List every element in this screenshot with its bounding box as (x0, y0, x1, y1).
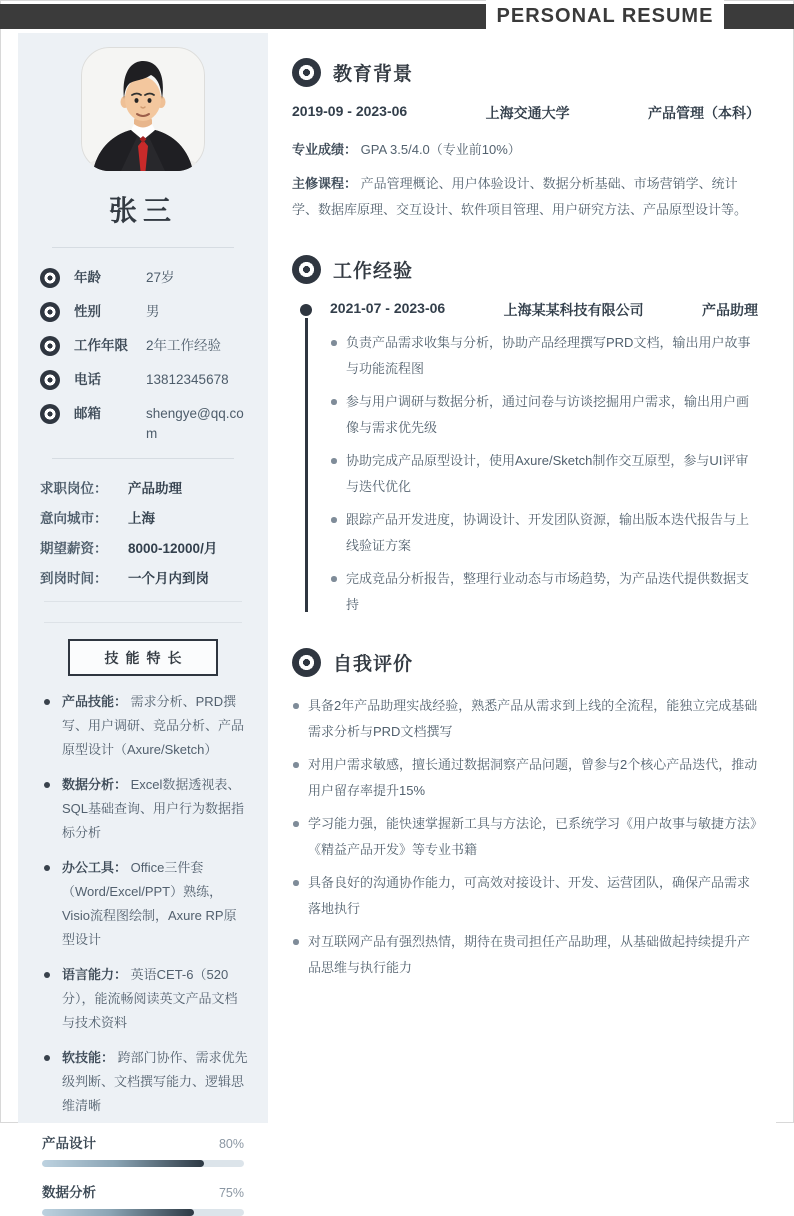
banner-title: PERSONAL RESUME (496, 5, 714, 27)
evaluation-bullet (292, 693, 762, 745)
info-value: 2年工作经验 (146, 338, 222, 353)
bullet-icon (44, 699, 50, 705)
record-icon (40, 404, 60, 424)
info-value: 男 (146, 304, 160, 319)
bullet-icon (293, 939, 299, 945)
timeline-line (305, 318, 308, 612)
record-icon (292, 648, 321, 677)
bullet-icon (293, 821, 299, 827)
skill-lead: 数据分析： (62, 777, 128, 792)
education-meta-row (292, 103, 760, 123)
evaluation-bullet-list (292, 693, 762, 981)
courses-label: 主修课程： (292, 176, 358, 191)
work-bullet-list (330, 330, 762, 618)
intent-label: 到岗时间： (40, 571, 108, 586)
intent-value: 一个月内到岗 (128, 571, 209, 586)
info-row-gender (40, 302, 246, 322)
skill-lead: 软技能： (62, 1050, 115, 1065)
sidebar (18, 33, 268, 1200)
intent-row-position (40, 477, 246, 497)
work-bullet (330, 330, 762, 382)
info-value: 27岁 (146, 270, 175, 285)
skill-text: Excel数据透视表、SQL基础查询、用户行为数据指标分析 (62, 777, 245, 840)
evaluation-bullet (292, 929, 762, 981)
record-icon (40, 302, 60, 322)
progress-track (42, 1160, 244, 1167)
education-school: 上海交通大学 (485, 105, 570, 121)
photo-wrap (38, 47, 248, 171)
work-meta-row (330, 300, 762, 320)
work-bullet (330, 389, 762, 441)
info-label: 性别 (74, 304, 101, 319)
work-header (292, 255, 762, 284)
evaluation-section (292, 648, 762, 981)
avatar-illustration (81, 47, 205, 171)
evaluation-header (292, 648, 762, 677)
bullet-icon (331, 340, 337, 346)
skill-text: 英语CET-6（520分），能流畅阅读英文产品文档与技术资料 (62, 967, 238, 1030)
skills-section-title-box (68, 639, 218, 676)
skill-item-data (42, 773, 248, 845)
record-icon (40, 268, 60, 288)
skill-lead: 产品技能： (62, 694, 128, 709)
bar-label: 数据分析 (42, 1185, 96, 1200)
bullet-icon (331, 399, 337, 405)
record-icon (40, 370, 60, 390)
work-bullet (330, 566, 762, 618)
progress-fill (42, 1209, 194, 1216)
bar-percent: 75% (218, 1186, 244, 1200)
intent-label: 意向城市： (40, 511, 108, 526)
evaluation-bullet-text: 具备2年产品助理实战经验，熟悉产品从需求到上线的全流程，能独立完成基础需求分析与PRD文档撰写 (308, 698, 758, 739)
work-bullet (330, 448, 762, 500)
bullet-icon (293, 703, 299, 709)
info-row-experience-years (40, 336, 246, 356)
work-bullet-text: 负责产品需求收集与分析，协助产品经理撰写PRD文档，输出用户故事与功能流程图 (346, 335, 751, 376)
section-title: 自我评价 (333, 654, 414, 675)
work-bullet-text: 完成竞品分析报告，整理行业动态与市场趋势，为产品迭代提供数据支持 (346, 571, 750, 612)
info-row-age (40, 268, 246, 288)
phone-value: 13812345678 (146, 372, 229, 387)
progress-fill (42, 1160, 204, 1167)
bullet-icon (44, 865, 50, 871)
bullet-icon (331, 517, 337, 523)
evaluation-bullet (292, 811, 762, 863)
record-icon (40, 336, 60, 356)
divider (52, 247, 234, 248)
progress-track (42, 1209, 244, 1216)
bar-data-analysis (42, 1181, 244, 1216)
bullet-icon (331, 458, 337, 464)
bullet-icon (44, 1055, 50, 1061)
intent-value: 产品助理 (128, 481, 182, 496)
record-icon (292, 58, 321, 87)
gpa-value: GPA 3.5/4.0（专业前10%） (360, 142, 521, 157)
intent-label: 求职岗位： (40, 481, 108, 496)
bullet-icon (44, 972, 50, 978)
info-label: 年龄 (74, 270, 101, 285)
divider (44, 601, 242, 602)
education-header (292, 58, 762, 87)
skills-list (38, 690, 248, 1118)
skill-item-product (42, 690, 248, 762)
courses-paragraph (292, 171, 750, 223)
work-period: 2021-07 - 2023-06 (330, 300, 446, 316)
candidate-name: 张三 (108, 195, 177, 226)
bar-label: 产品设计 (42, 1136, 96, 1151)
skill-text: 需求分析、PRD撰写、用户调研、竞品分析、产品原型设计（Axure/Sketch） (62, 694, 245, 757)
section-title: 工作经验 (333, 261, 414, 282)
intent-label: 期望薪资： (40, 541, 108, 556)
evaluation-bullet-text: 对用户需求敏感，擅长通过数据洞察产品问题，曾参与2个核心产品迭代，推动用户留存率提升15% (308, 757, 758, 798)
intent-value: 8000-12000/月 (128, 541, 218, 556)
section-title: 教育背景 (333, 64, 414, 85)
skill-item-office (42, 856, 248, 952)
skill-item-soft (42, 1046, 248, 1118)
bar-product-design (42, 1132, 244, 1167)
evaluation-bullet-text: 对互联网产品有强烈热情，期待在贵司担任产品助理，从基础做起持续提升产品思维与执行能力 (308, 934, 751, 975)
divider (44, 622, 242, 623)
education-period: 2019-09 - 2023-06 (292, 103, 408, 119)
timeline-dot-icon (300, 304, 312, 316)
education-section (292, 58, 762, 223)
education-major: 产品管理（本科） (647, 105, 760, 121)
email-value: shengye@qq.com (146, 406, 244, 441)
info-label: 电话 (74, 372, 101, 387)
work-bullet-text: 协助完成产品原型设计，使用Axure/Sketch制作交互原型，参与UI评审与迭代优化 (346, 453, 749, 494)
work-bullet (330, 507, 762, 559)
evaluation-bullet-text: 学习能力强，能快速掌握新工具与方法论，已系统学习《用户故事与敏捷方法》《精益产品开发》等专业书籍 (308, 816, 757, 857)
intent-row-salary (40, 537, 246, 557)
work-section (292, 255, 762, 618)
work-bullet-text: 参与用户调研与数据分析，通过问卷与访谈挖掘用户需求，输出用户画像与需求优先级 (346, 394, 750, 435)
divider (52, 458, 234, 459)
intent-row-availability (40, 567, 246, 587)
job-intent-list (38, 477, 248, 587)
main-content (268, 33, 776, 1123)
courses-text: 产品管理概论、用户体验设计、数据分析基础、市场营销学、统计学、数据库原理、交互设计、软件项目管理、用户研究方法、产品原型设计等。 (292, 176, 748, 217)
evaluation-bullet (292, 752, 762, 804)
skill-item-language (42, 963, 248, 1035)
info-row-email (40, 404, 246, 444)
skill-text: Office三件套（Word/Excel/PPT）熟练，Visio流程图绘制，Axure RP原型设计 (62, 860, 237, 947)
work-role: 产品助理 (701, 302, 758, 318)
proficiency-bars (38, 1132, 248, 1216)
bullet-icon (293, 880, 299, 886)
bullet-icon (293, 762, 299, 768)
evaluation-bullet (292, 870, 762, 922)
gpa-label: 专业成绩： (292, 142, 358, 157)
skill-lead: 办公工具： (62, 860, 128, 875)
info-label: 邮箱 (74, 406, 101, 421)
evaluation-bullet-text: 具备良好的沟通协作能力，可高效对接设计、开发、运营团队，确保产品需求落地执行 (308, 875, 751, 916)
info-label: 工作年限 (74, 338, 128, 353)
intent-value: 上海 (128, 511, 155, 526)
bullet-icon (44, 782, 50, 788)
work-timeline (292, 300, 762, 618)
skills-section-title: 技能特长 (104, 649, 189, 666)
record-icon (292, 255, 321, 284)
skill-text: 跨部门协作、需求优先级判断、文档撰写能力、逻辑思维清晰 (62, 1050, 248, 1113)
work-company: 上海某某科技有限公司 (503, 302, 644, 318)
intent-row-city (40, 507, 246, 527)
gpa-line (292, 137, 762, 163)
info-row-phone (40, 370, 246, 390)
skill-lead: 语言能力： (62, 967, 128, 982)
bar-percent: 80% (218, 1137, 244, 1151)
work-bullet-text: 跟踪产品开发进度，协调设计、开发团队资源，输出版本迭代报告与上线验证方案 (346, 512, 750, 553)
bullet-icon (331, 576, 337, 582)
banner-label (486, 0, 724, 33)
personal-info-list (38, 268, 248, 444)
avatar-photo (81, 47, 205, 171)
